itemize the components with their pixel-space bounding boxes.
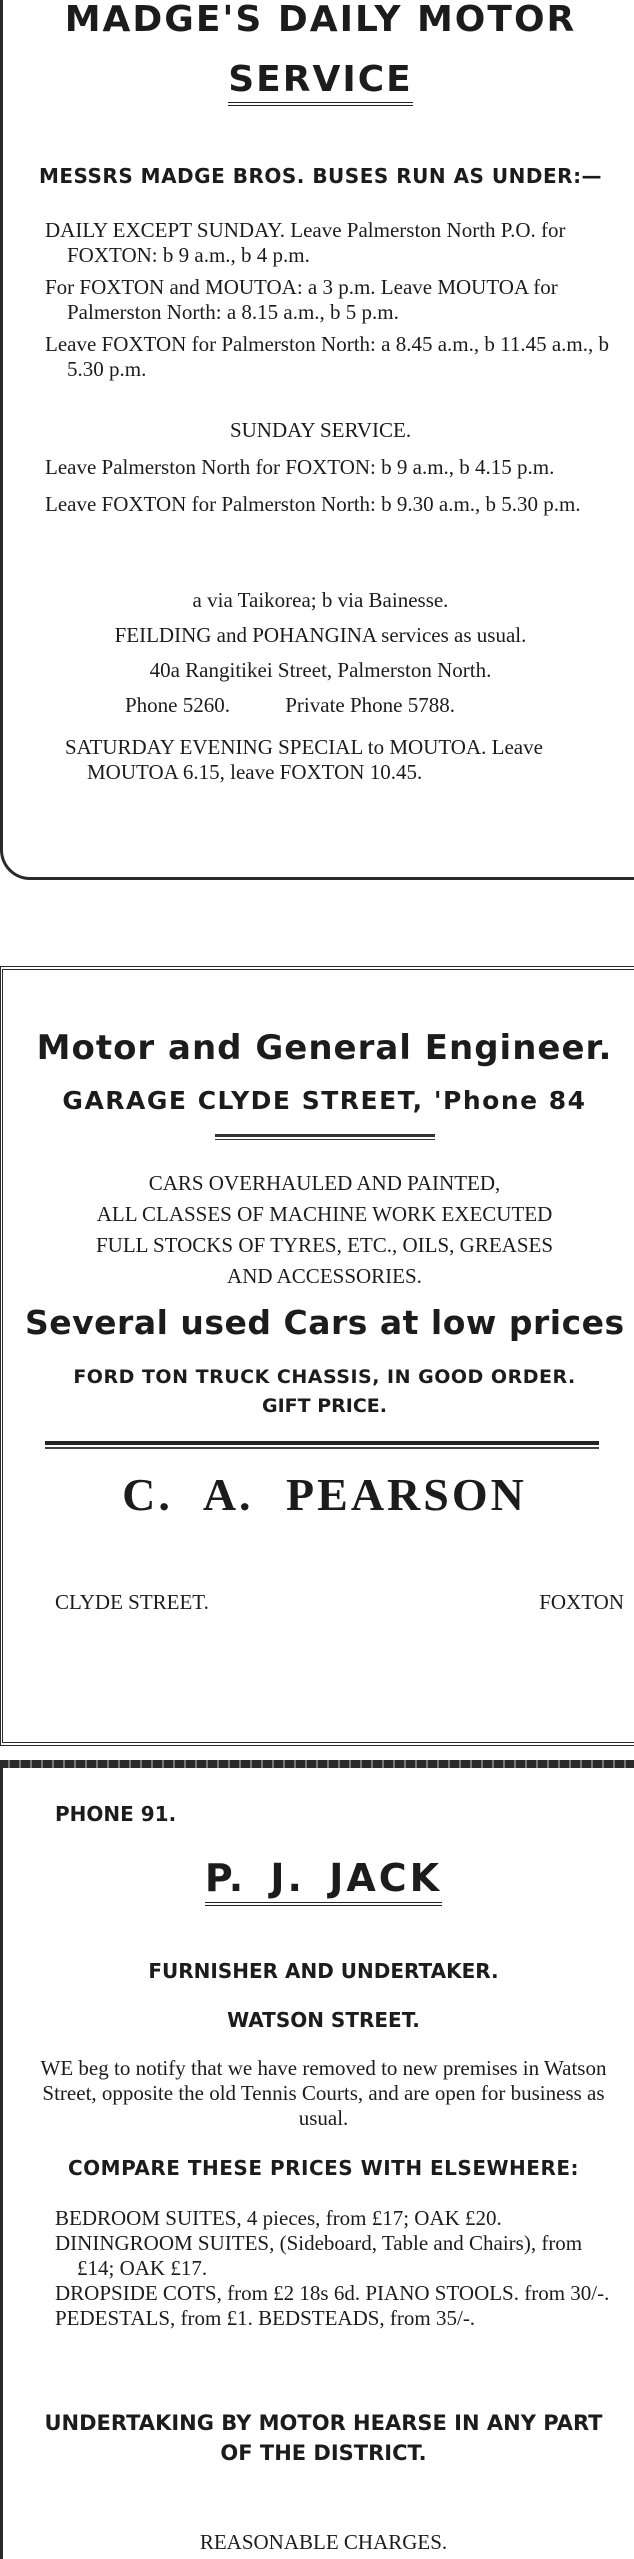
saturday-special: SATURDAY EVENING SPECIAL to MOUTOA. Leave MOUTOA 6.15, leave FOXTON 10.45. xyxy=(65,735,543,784)
reasonable-charges: REASONABLE CHARGES. xyxy=(199,2530,448,2554)
street: CLYDE STREET. xyxy=(55,1590,209,1614)
service-line: CARS OVERHAULED AND PAINTED, xyxy=(148,1171,501,1195)
sunday-line: Leave FOXTON for Palmerston North: b 9.30 a.m., b 5.30 p.m. xyxy=(45,492,581,516)
truck-line: FORD TON TRUCK CHASSIS, IN GOOD ORDER. xyxy=(73,1366,576,1388)
garage-line: GARAGE CLYDE STREET, 'Phone 84 xyxy=(62,1086,587,1115)
phone-line xyxy=(125,693,626,718)
phone-number: PHONE 91. xyxy=(55,1802,177,1826)
service-line: AND ACCESSORIES. xyxy=(227,1264,422,1288)
hearse-notice: UNDERTAKING BY MOTOR HEARSE IN ANY PART OF THE DISTRICT. xyxy=(44,2411,603,2465)
route-note: a via Taikorea; b via Bainesse. xyxy=(192,588,449,612)
ad-schedule xyxy=(45,218,618,382)
services-list xyxy=(25,1171,624,1289)
town: FOXTON xyxy=(539,1590,624,1614)
removal-notice: WE beg to notify that we have removed to new premises in Watson Street, opposite the old Tennis Courts, and are open for business as usual. xyxy=(40,2056,607,2130)
business-name-text: P. J. JACK xyxy=(205,1856,442,1906)
engineer-title: Motor and General Engineer. xyxy=(36,1028,613,1068)
service-line: ALL CLASSES OF MACHINE WORK EXECUTED xyxy=(96,1202,553,1226)
divider xyxy=(215,1134,435,1140)
business-name xyxy=(23,1856,624,1900)
price-list xyxy=(55,2206,616,2331)
ad-title-line2 xyxy=(15,60,626,100)
sunday-heading: SUNDAY SERVICE. xyxy=(229,418,412,442)
gift-price: GIFT PRICE. xyxy=(262,1395,387,1417)
price-item: DROPSIDE COTS, from £2 18s 6d. PIANO STOOLS. from 30/-. xyxy=(55,2281,610,2305)
price-item: DININGROOM SUITES, (Sideboard, Table and Chairs), from £14; OAK £17. xyxy=(55,2231,583,2280)
pj-jack-undertaker-ad xyxy=(0,1760,634,2559)
sunday-line: Leave Palmerston North for FOXTON: b 9 a.m., b 4.15 p.m. xyxy=(45,455,555,479)
schedule-line: Leave FOXTON for Palmerston North: a 8.45 a.m., b 11.45 a.m., b 5.30 p.m. xyxy=(45,332,609,381)
schedule-line: DAILY EXCEPT SUNDAY. Leave Palmerston North P.O. for FOXTON: b 9 a.m., b 4 p.m. xyxy=(45,218,566,267)
sunday-schedule xyxy=(45,455,618,517)
schedule-line: For FOXTON and MOUTOA: a 3 p.m. Leave MOUTOA for Palmerston North: a 8.15 a.m., b 5 p.m. xyxy=(45,275,558,324)
pearson-engineer-ad xyxy=(0,966,634,1746)
proprietor-name: C. A. PEARSON xyxy=(122,1469,527,1520)
address: 40a Rangitikei Street, Palmerston North. xyxy=(149,658,492,682)
top-border xyxy=(3,1760,634,1768)
service-line: FULL STOCKS OF TYRES, ETC., OILS, GREASES xyxy=(95,1233,554,1257)
used-cars-line: Several used Cars at low prices xyxy=(25,1303,625,1342)
phone: Phone 5260. xyxy=(125,693,230,717)
ad-title-service: SERVICE xyxy=(228,59,413,106)
ad-title-line1: MADGE'S DAILY MOTOR xyxy=(64,0,577,40)
madge-motor-service-ad xyxy=(0,0,634,880)
price-item: BEDROOM SUITES, 4 pieces, from £17; OAK £20. xyxy=(55,2206,502,2230)
other-services: FEILDING and POHANGINA services as usual. xyxy=(114,623,527,647)
private-phone: Private Phone 5788. xyxy=(285,693,455,717)
double-rule xyxy=(45,1441,599,1449)
ad-subtitle: MESSRS MADGE BROS. BUSES RUN AS UNDER:— xyxy=(38,164,603,188)
price-item: PEDESTALS, from £1. BEDSTEADS, from 35/-. xyxy=(55,2306,476,2330)
compare-heading: COMPARE THESE PRICES WITH ELSEWHERE: xyxy=(67,2156,580,2180)
trade: FURNISHER AND UNDERTAKER. xyxy=(148,1959,499,1983)
street-name: WATSON STREET. xyxy=(227,2008,420,2032)
